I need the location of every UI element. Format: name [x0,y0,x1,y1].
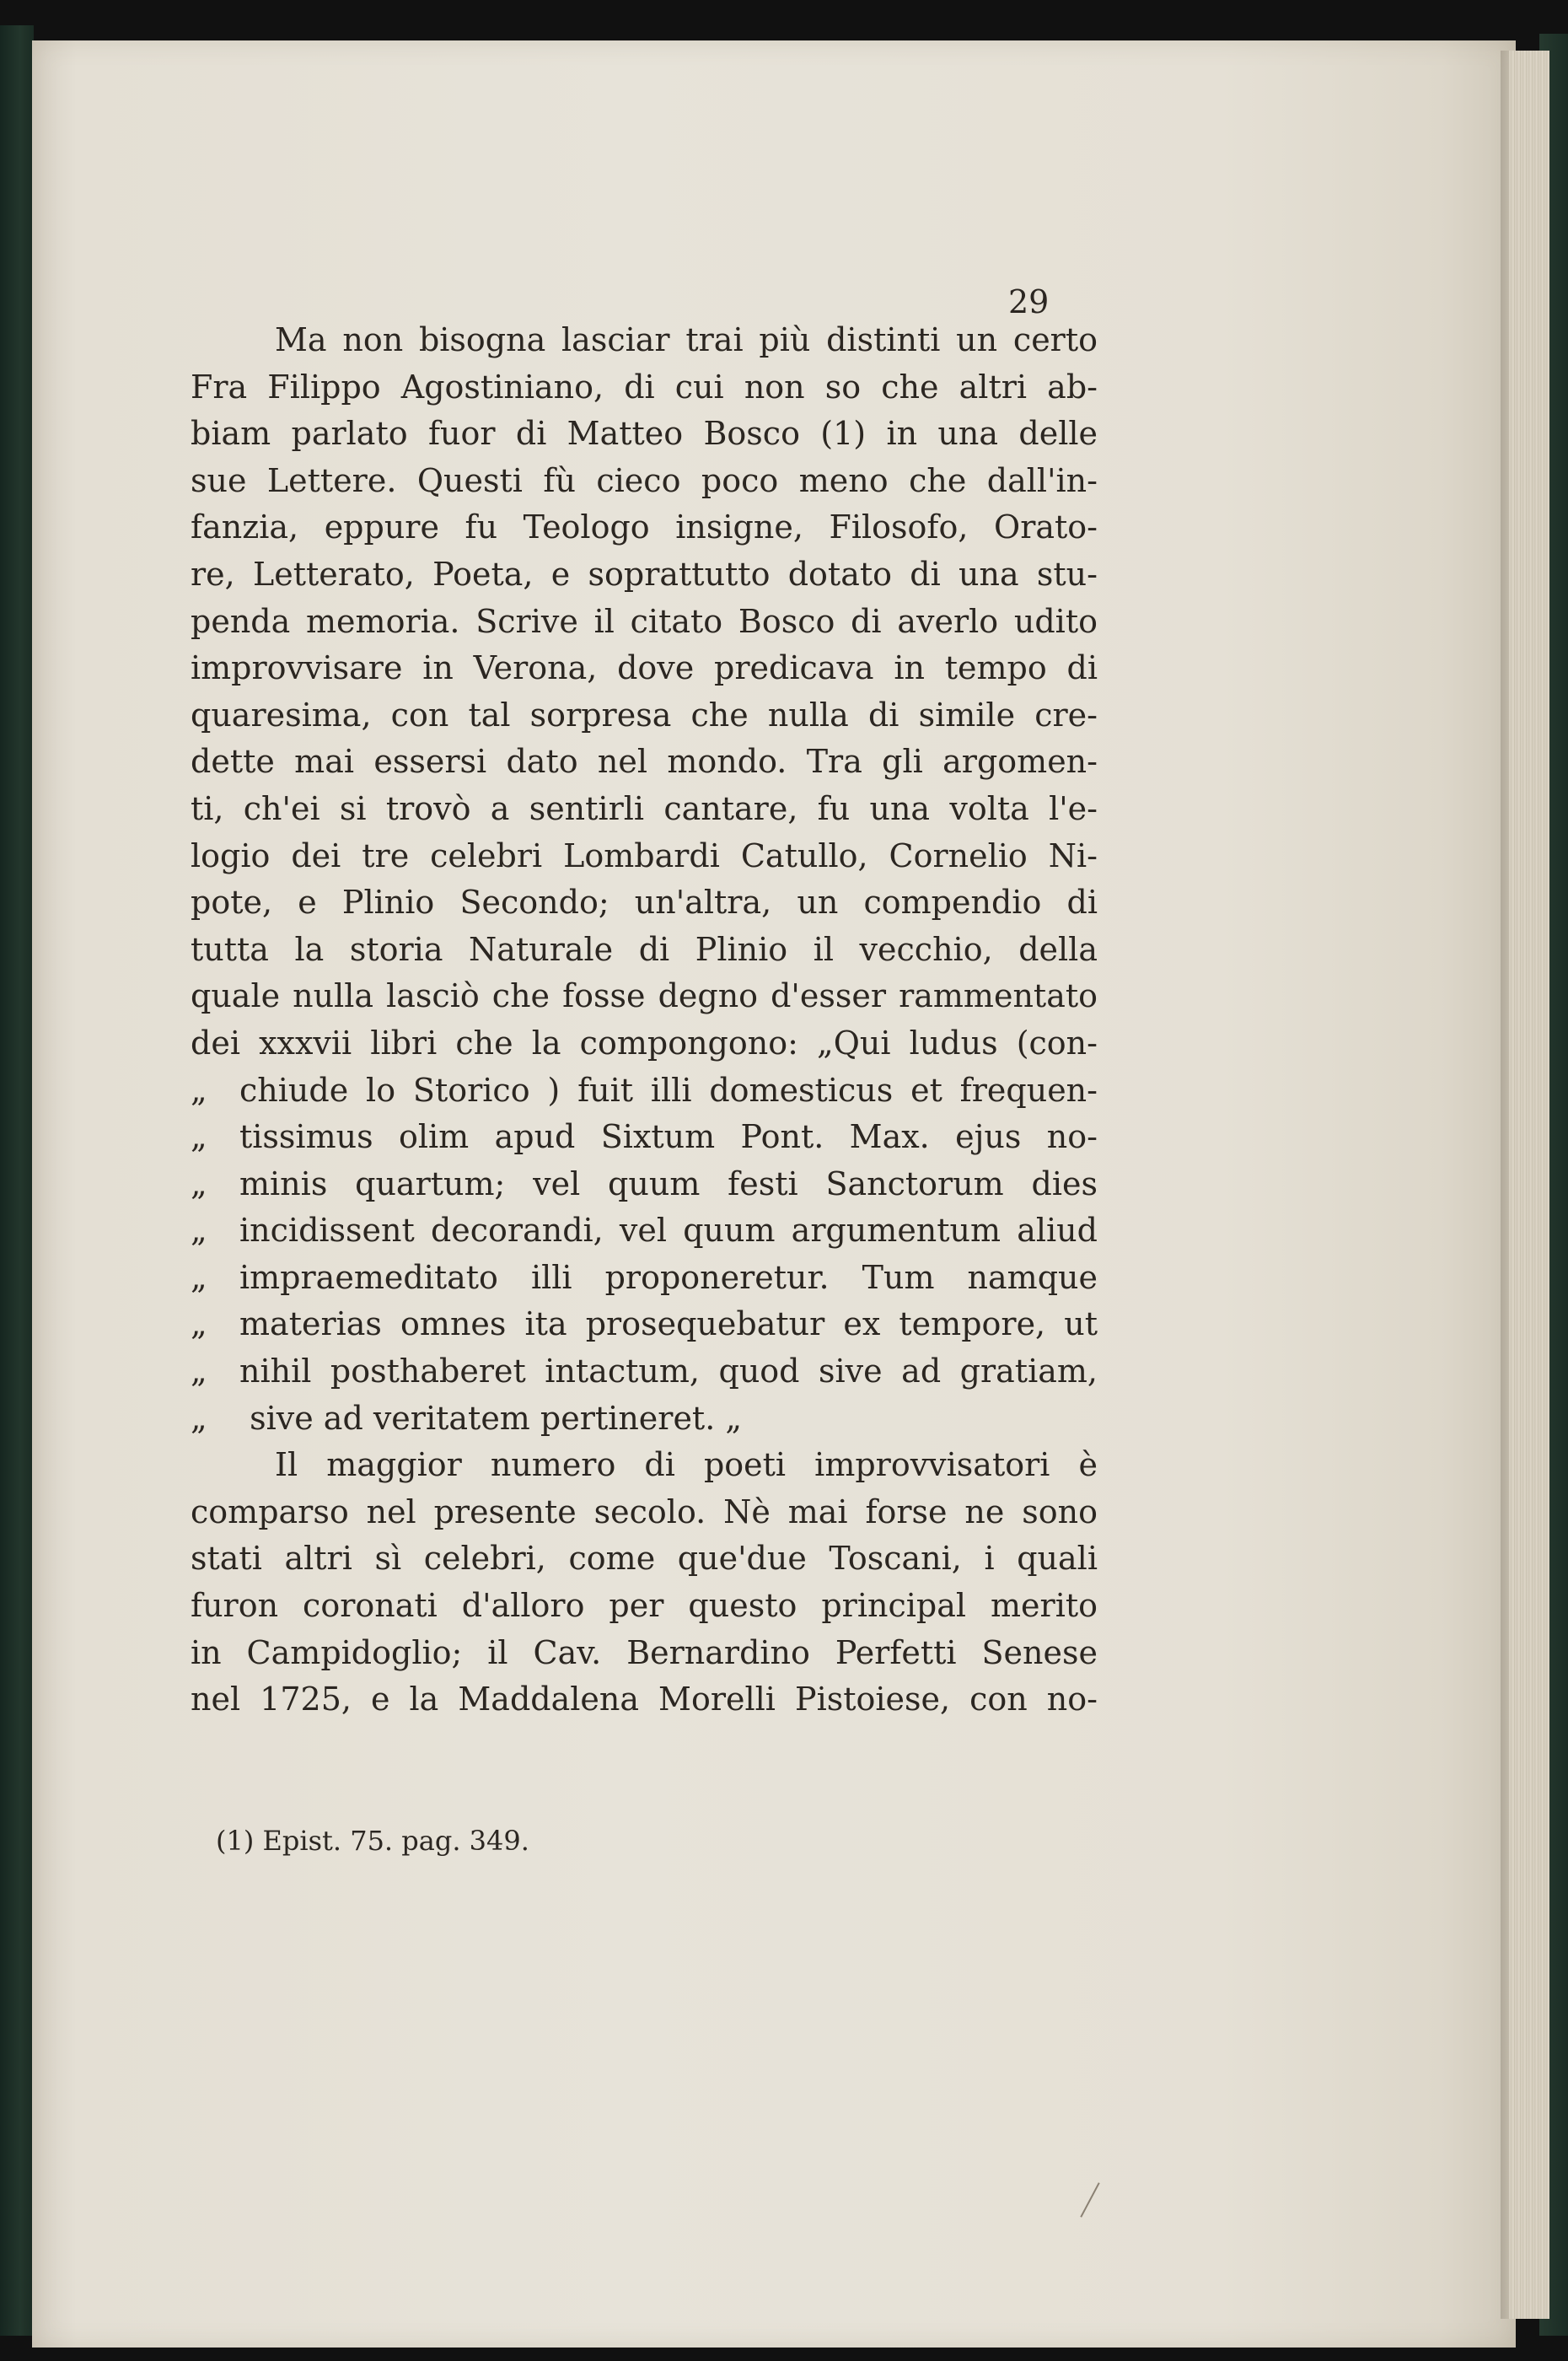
quote-text: materias omnes ita prosequebatur ex tempore, ut [239,1305,1098,1343]
quote-line [191,1114,1098,1161]
page-fore-edge [1509,51,1549,2319]
text-line: Fra Filippo Agostiniano, di cui non so che altri ab- [191,368,1098,406]
quote-line [191,1207,1098,1255]
quote-mark: „ [191,1258,207,1296]
text-line: pote, e Plinio Secondo; un'altra, un compendio di [191,884,1098,922]
page-number: 29 [1008,283,1050,320]
text-line: stati altri sì celebri, come que'due Toscani, i quali [191,1540,1098,1578]
text-line: quaresima, con tal sorpresa che nulla di simile cre- [191,696,1098,734]
text-line: penda memoria. Scrive il citato Bosco di averlo udito [191,602,1098,640]
text-line: tutta la storia Naturale di Plinio il vecchio, della [191,930,1098,968]
text-line: Il maggior numero di poeti improvvisatori è [275,1446,1098,1484]
text-line: improvvisare in Verona, dove predicava in tempo di [191,649,1098,687]
text-line: comparso nel presente secolo. Nè mai forse ne sono [191,1492,1098,1530]
quote-mark: „ [191,1071,207,1109]
quote-text: sive ad veritatem pertineret. „ [250,1399,743,1437]
quote-text: nihil posthaberet intactum, quod sive ad gratiam, [239,1353,1098,1390]
body-text [191,317,1098,1724]
text-line: sue Lettere. Questi fù cieco poco meno che dall'in- [191,461,1098,499]
quote-text: tissimus olim apud Sixtum Pont. Max. ejus no- [239,1118,1098,1156]
text-line: logio dei tre celebri Lombardi Catullo, Cornelio Ni- [191,836,1098,874]
text-line: dei xxxvii libri che la compongono: „Qui ludus (con- [191,1024,1098,1062]
quote-text: incidissent decorandi, vel quum argumentum aliud [239,1212,1098,1250]
quote-mark: „ [191,1305,207,1343]
quote-text: impraemeditato illi proponeretur. Tum namque [239,1258,1098,1296]
text-line: fanzia, eppure fu Teologo insigne, Filosofo, Orato- [191,508,1098,546]
quote-line [191,1068,1098,1115]
quote-line [191,1255,1098,1302]
text-line: ti, ch'ei si trovò a sentirli cantare, fu una volta l'e- [191,789,1098,827]
quote-mark: „ [191,1212,207,1250]
text-line: nel 1725, e la Maddalena Morelli Pistoiese, con no- [191,1681,1098,1718]
text-line: furon coronati d'alloro per questo principal merito [191,1587,1098,1625]
quote-mark: „ [191,1399,207,1437]
quote-text: chiude lo Storico ) fuit illi domesticus et frequen- [239,1071,1098,1109]
quote-mark: „ [191,1353,207,1390]
text-line: re, Letterato, Poeta, e soprattutto dotato di una stu- [191,555,1098,593]
text-line: quale nulla lasciò che fosse degno d'esser rammentato [191,977,1098,1015]
footnote: (1) Epist. 75. pag. 349. [216,1825,529,1857]
quote-line [191,1396,1098,1443]
book-binding-left [0,25,34,2336]
text-line: in Campidoglio; il Cav. Bernardino Perfetti Senese [191,1633,1098,1671]
quote-mark: „ [191,1164,207,1202]
text-line: Ma non bisogna lasciar trai più distinti un certo [275,321,1098,358]
text-line: biam parlato fuor di Matteo Bosco (1) in una delle [191,415,1098,453]
quote-line [191,1301,1098,1348]
quote-text: minis quartum; vel quum festi Sanctorum dies [239,1164,1098,1202]
quote-mark: „ [191,1118,207,1156]
text-line: dette mai essersi dato nel mondo. Tra gli argomen- [191,743,1098,781]
quote-line [191,1161,1098,1208]
quote-line [191,1348,1098,1396]
